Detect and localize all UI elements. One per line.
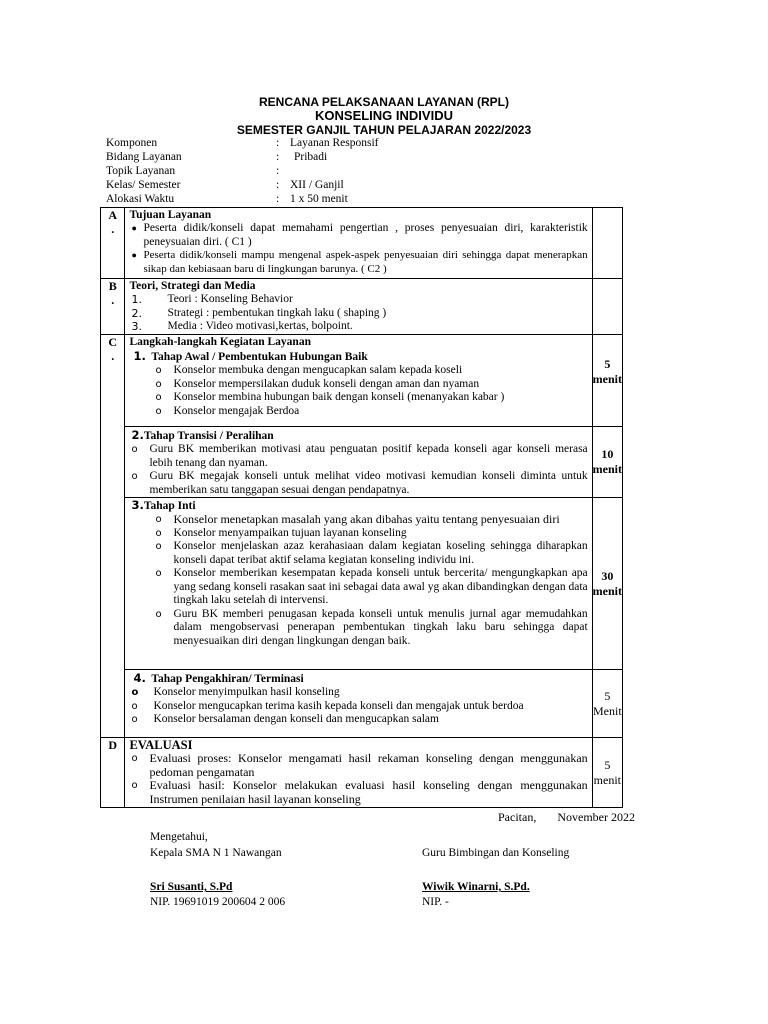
info-value: Pribadi [294,151,328,163]
section-content [125,279,592,335]
item-text: Konselor membina hubungan baik dengan konseli (menanyakan kabar ) [173,391,505,403]
time-cell [592,335,622,427]
list-item [129,249,587,276]
step-heading [129,498,587,513]
item-number: 1. [131,293,142,306]
circle-bullet-icon: o [155,527,162,539]
section-c-step2-row [101,427,623,498]
step-heading [129,670,587,686]
list-item [129,391,587,405]
circle-bullet-icon: o [131,753,138,764]
item-text: Konselor menyampaikan tujuan layanan konseling [173,526,407,539]
time-value: 5 menit [592,357,622,386]
section-letter: C . [101,335,125,738]
list-item [129,779,587,806]
circle-bullet-icon: o [131,444,138,455]
step-title: Tahap Pengakhiran/ Terminasi [151,673,304,685]
time-cell [592,738,622,808]
list-item [129,364,587,378]
list-item [129,222,587,249]
item-text: Konselor menjelaskan azaz kerahasiaan dalam kegiatan koseling sehingga diharapkan konseli dapat teribat aktif selama kegiatan konseling individu ini. [173,540,588,566]
place-date: Pacitan, November 2022 [498,810,635,824]
info-value: 1 x 50 menit [290,193,348,205]
left-signatory-role: Kepala SMA N 1 Nawangan [150,847,282,859]
list-item [129,686,587,700]
section-content [125,670,592,738]
circle-bullet-icon: o [155,568,162,579]
item-text: Konselor menyimpulkan hasil konseling [153,686,340,698]
circle-bullet-icon: o [131,714,138,725]
list-item [129,378,587,392]
info-colon: : [276,179,280,191]
left-signatory-name: Sri Susanti, S.Pd [150,881,233,893]
section-c-step4-row [101,670,623,738]
info-value: XII / Ganjil [290,179,344,191]
section-b-row [101,279,623,335]
item-text: Media : Video motivasi,kertas, bolpoint. [167,320,353,332]
item-text: Konselor mengucapkan terima kasih kepada konseli dan mengajak untuk berdoa [153,699,524,712]
item-text: Peserta didik/konseli dapat memahami pengertian , proses penyesuaian diri, karakteristik peneysuaian diri. ( C1 ) [143,222,588,248]
item-number: 2. [131,306,142,320]
section-heading: Langkah-langkah Kegiatan Layanan [129,336,311,348]
item-text: Strategi : pembentukan tingkah laku ( shaping ) [167,306,387,319]
time-value: 30 menit [592,568,622,598]
info-colon: : [276,165,280,177]
time-cell [592,279,622,335]
step-heading [129,427,587,443]
step-title: Tahap Inti [143,500,196,512]
section-d-row [101,738,623,808]
section-a-row [101,208,623,279]
circle-bullet-icon: o [155,365,162,376]
info-colon: : [276,151,280,163]
info-row [106,178,378,192]
section-c-step3-row [101,498,623,670]
section-heading: Teori, Strategi dan Media [129,280,256,292]
info-value: Layanan Responsif [290,137,379,149]
circle-bullet-icon: o [155,392,162,403]
info-row [106,136,378,150]
item-text: Konselor mengajak Berdoa [173,404,300,417]
circle-bullet-icon: o [131,780,138,791]
list-item [129,293,587,307]
right-signatory-nip: NIP. - [422,896,449,908]
info-row [106,192,378,206]
info-label: Alokasi Waktu [106,193,175,205]
section-c-step1-row [101,335,623,427]
time-cell [592,670,622,738]
section-content [125,738,592,808]
step-number: 2. [131,428,144,442]
document-title [0,95,768,137]
mengetahui-label: Mengetahui, [150,831,208,843]
time-value: 5 Menit [592,688,622,718]
circle-bullet-icon: o [155,514,162,525]
right-signatory-name: Wiwik Winarni, S.Pd. [422,881,530,893]
item-text: Evaluasi proses: Konselor mengamati hasil rekaman konseling dengan menggunakan pedoman pengamatan [149,751,588,779]
list-item [129,608,587,649]
info-label: Bidang Layanan [106,151,182,163]
item-text: Teori : Konseling Behavior [167,293,293,305]
step-title: Tahap Awal / Pembentukan Hubungan Baik [151,351,368,363]
list-item [129,443,587,470]
info-label: Komponen [106,137,158,149]
item-text: Konselor memberikan kesempatan kepada konseli untuk bercerita/ mengungkapkan apa yang sedang konseli rasakan saat ini sebagai data awal yg akan dibandingkan dengan data tingkah laku setelah di intervensi. [173,567,588,606]
section-letter: A . [101,208,125,279]
circle-bullet-icon: o [131,687,139,698]
section-letter: D [101,738,125,808]
item-text: Evaluasi hasil: Konselor melakukan evaluasi hasil konseling dengan menggunakan Instrumen penilaian hasil layanan konseling [149,778,588,806]
list-item [129,567,587,608]
item-text: Konselor bersalaman dengan konseli dan mengucapkan salam [153,713,439,725]
step-title: Tahap Transisi / Peralihan [143,430,274,442]
item-text: Guru BK memberi penugasan kepada konseli untuk menulis jurnal agar memudahkan dalam mengobservasi penerapan pembentukan tingkah laku baru sehingga dapat menyesuaikan diri dengan lingkungan dengan baik. [173,607,588,647]
info-colon: : [276,193,280,205]
list-item [129,320,587,334]
info-label: Topik Layanan [106,165,176,177]
title-line-3: SEMESTER GANJIL TAHUN PELAJARAN 2022/2023 [236,123,532,137]
item-text: Guru BK megajak konseli untuk melihat video motivasi kemudian konseli diminta untuk memberikan satu tanggapan sesuai dengan pendapatnya. [149,470,588,496]
circle-bullet-icon: o [155,541,162,552]
info-label: Kelas/ Semester [106,179,181,191]
rpl-table [100,207,623,808]
item-text: Guru BK memberikan motivasi atau penguatan positif kepada konseli agar konseli merasa lebih tenang dan nyaman. [149,443,588,469]
circle-bullet-icon: o [155,608,162,620]
right-signatory-role: Guru Bimbingan dan Konseling [422,847,570,859]
item-text: Konselor membuka dengan mengucapkan salam kepada koseli [173,364,463,376]
list-item [129,470,587,497]
title-line-2: KONSELING INDIVIDU [315,108,453,123]
circle-bullet-icon: o [155,405,162,417]
info-block [106,136,378,206]
item-text: Konselor mempersilakan duduk konseli dengan aman dan nyaman [173,377,480,390]
item-text: Konselor menetapkan masalah yang akan dibahas yaitu tentang penyesuaian diri [173,512,560,526]
list-item [129,752,587,779]
time-cell [592,427,622,498]
list-item [129,307,587,321]
step-number: 4. [133,671,146,685]
step-heading [129,349,587,364]
step-number: 3. [131,498,144,512]
circle-bullet-icon: o [131,471,138,482]
left-signatory-nip: NIP. 19691019 200604 2 006 [150,896,286,908]
info-row [106,150,378,164]
section-content [125,208,592,279]
section-heading: Tujuan Layanan [129,209,212,221]
list-item [129,513,587,527]
step-number: 1. [133,349,146,363]
circle-bullet-icon: o [155,378,162,390]
list-item [129,540,587,567]
section-heading: EVALUASI [129,738,193,752]
time-cell [592,498,622,670]
list-item [129,713,587,727]
section-content [125,335,592,427]
time-value: 5 menit [593,757,621,787]
section-content [125,427,592,498]
info-colon: : [276,137,280,149]
list-item [129,527,587,541]
circle-bullet-icon: o [131,700,138,712]
time-value: 10 menit [592,447,622,476]
list-item [129,405,587,419]
section-content [125,498,592,670]
time-cell [592,208,622,279]
info-row [106,164,378,178]
list-item [129,700,587,714]
bullet-icon: ● [131,223,137,233]
item-number: 3. [131,320,142,333]
section-letter: B . [101,279,125,335]
bullet-icon: ● [131,250,137,260]
title-line-1: RENCANA PELAKSANAAN LAYANAN (RPL) [258,95,509,109]
item-text: Peserta didik/konseli mampu mengenal aspek-aspek penyesuaian diri sehingga dapat menerapkan sikap dan kebiasaan baru di lingkungan barunya. ( C2 ) [143,249,588,275]
